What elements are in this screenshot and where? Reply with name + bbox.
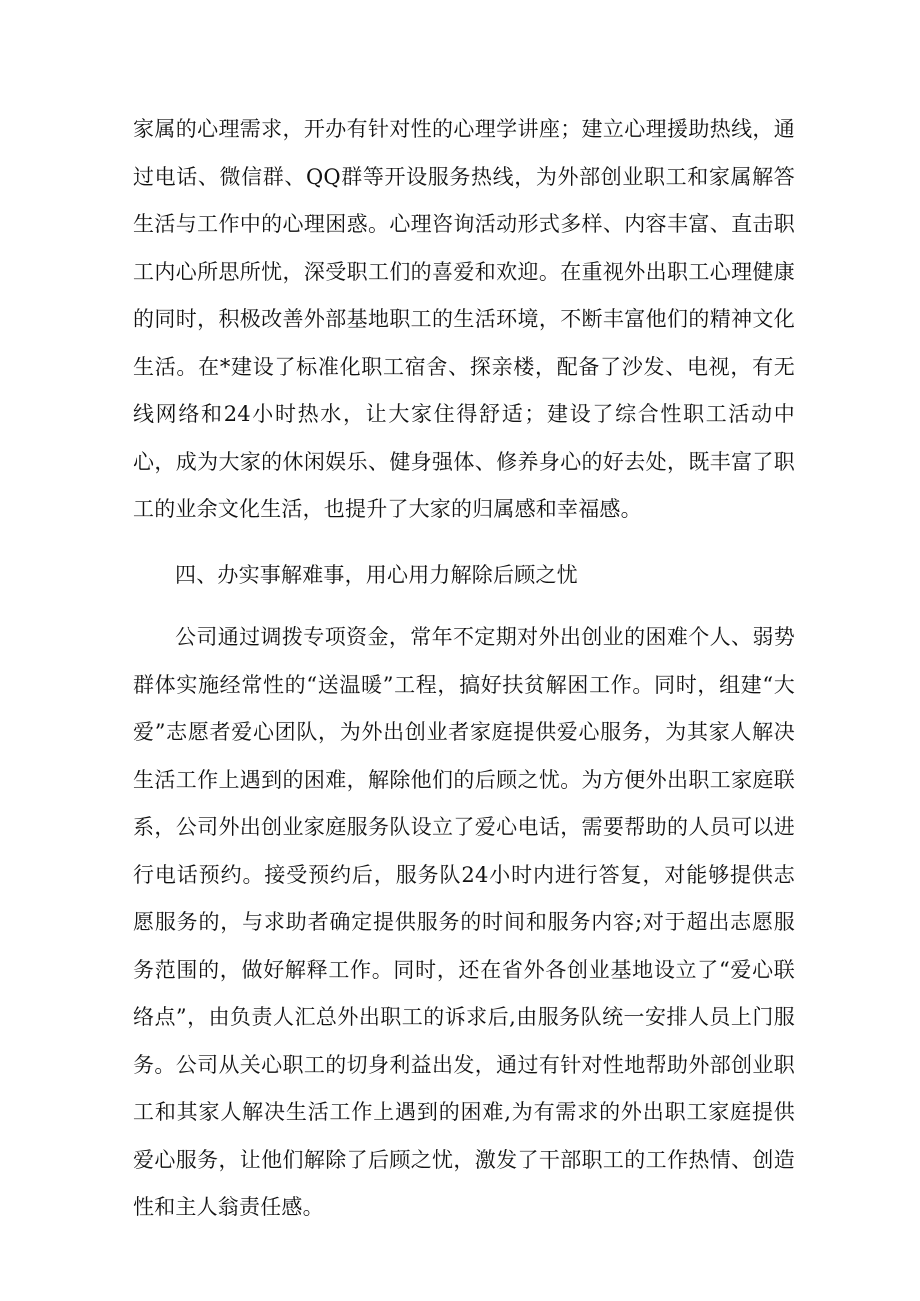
paragraph-main: 公司通过调拨专项资金，常年不定期对外出创业的困难个人、弱势群体实施经常性的“送温暖”工程，搞好扶贫解困工作。同时，组建“大爱”志愿者爱心团队，为外出创业者家庭提供爱心服务，为其家人解决生活工作上遇到的困难，解除他们的后顾之忧。为方便外出职工家庭联系，公司外出创业家庭服务队设立了爱心电话，需要帮助的人员可以进行电话预约。接受预约后，服务队24小时内进行答复，对能够提供志愿服务的，与求助者确定提供服务的时间和服务内容;对于超出志愿服务范围的，做好解释工作。同时，还在省外各创业基地设立了“爱心联络点”，由负责人汇总外出职工的诉求后,由服务队统一安排人员上门服务。公司从关心职工的切身利益出发，通过有针对性地帮助外部创业职工和其家人解决生活工作上遇到的困难,为有需求的外出职工家庭提供爱心服务，让他们解除了后顾之忧，激发了干部职工的工作热情、创造性和主人翁责任感。 — [133, 625, 795, 1219]
section-heading: 四、办实事解难事，用心用力解除后顾之忧 — [175, 563, 578, 587]
paragraph-continued: 家属的心理需求，开办有针对性的心理学讲座；建立心理援助热线，通过电话、微信群、QQ群等开设服务热线，为外部创业职工和家属解答生活与工作中的心理困惑。心理咨询活动形式多样、内容丰富、直击职工内心所思所忧，深受职工们的喜爱和欢迎。在重视外出职工心理健康的同时，积极改善外部基地职工的生活环境，不断丰富他们的精神文化生活。在*建设了标准化职工宿舍、探亲楼，配备了沙发、电视，有无线网络和24小时热水，让大家住得舒适；建设了综合性职工活动中心，成为大家的休闲娱乐、健身强体、修养身心的好去处，既丰富了职工的业余文化生活，也提升了大家的归属感和幸福感。 — [133, 117, 795, 521]
